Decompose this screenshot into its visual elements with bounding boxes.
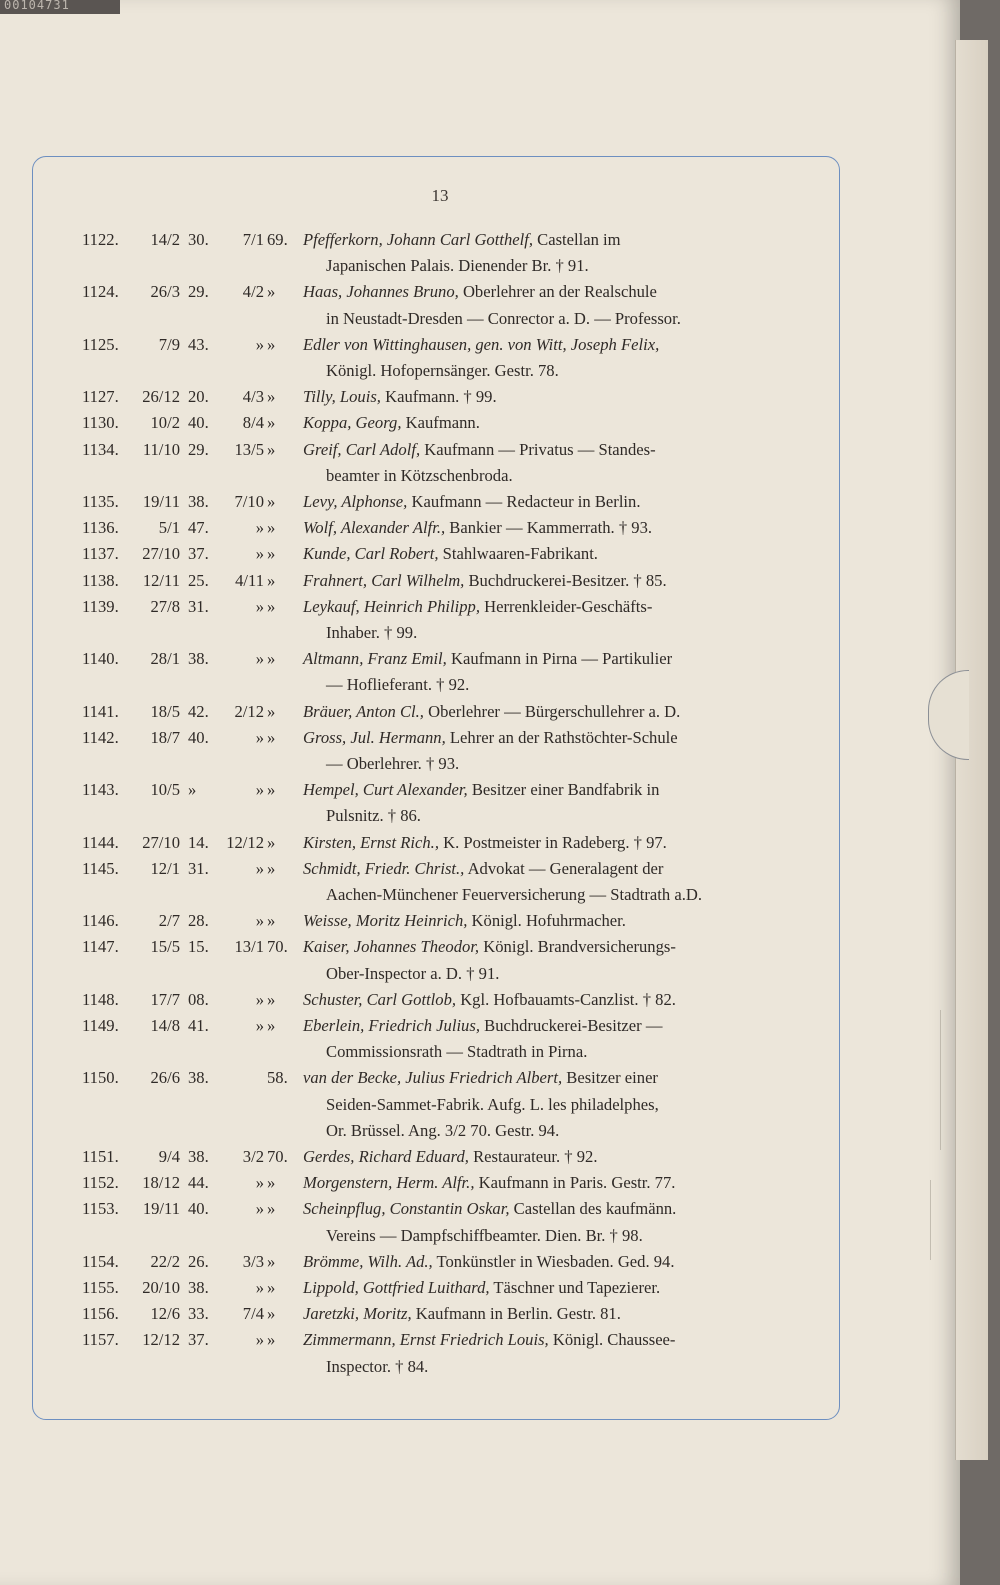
- entry-join-year: 70.: [267, 1147, 288, 1166]
- entry-birth-date: 12/11: [142, 570, 180, 590]
- entry-name: Kunde, Carl Robert,: [303, 544, 439, 564]
- entry-number: 1134.: [82, 439, 119, 459]
- entry-join-date: »: [255, 780, 264, 800]
- entry-text: [303, 227, 621, 253]
- entry-birth-date: 9/4: [158, 1147, 180, 1166]
- entry-continuation: — Hoflieferant. † 92.: [326, 675, 470, 695]
- entry-number: 1144.: [82, 832, 119, 852]
- entry-join-year: »: [267, 701, 276, 721]
- entry-join-date: 7/1: [242, 230, 264, 249]
- entry-text: [303, 1144, 598, 1170]
- entry-text: [303, 568, 667, 594]
- entry-number: 1124.: [82, 282, 119, 302]
- entry-number: 1146.: [82, 911, 119, 931]
- entry-birth-date: 26/3: [150, 282, 180, 302]
- entry-join-date: »: [255, 518, 264, 538]
- entry-birth-year: 37.: [188, 544, 209, 564]
- entry-description: Lehrer an der Rathstöchter-Schule: [449, 727, 678, 747]
- entry-name: Koppa, Georg,: [303, 413, 402, 433]
- entry-birth-date: 18/7: [150, 727, 180, 747]
- entry-birth-year: 38.: [188, 492, 209, 511]
- entry-description: Königl. Hofuhrmacher.: [471, 911, 626, 931]
- entry-text: [303, 699, 680, 725]
- entry-birth-year: »: [188, 780, 197, 800]
- entry-birth-date: 10/2: [150, 413, 180, 433]
- entry-join-date: 13/5: [234, 439, 264, 459]
- entry-birth-date: 28/1: [150, 649, 180, 669]
- entry-name: Eberlein, Friedrich Julius,: [303, 1016, 480, 1035]
- entry-birth-date: 26/6: [150, 1068, 180, 1088]
- entry-text: [303, 515, 652, 541]
- entry-continuation: Pulsnitz. † 86.: [326, 806, 421, 826]
- entry-join-date: »: [255, 1173, 264, 1193]
- entry-join-date: 7/4: [242, 1304, 264, 1324]
- entry-birth-date: 12/1: [150, 858, 180, 878]
- entry-birth-year: 30.: [188, 230, 209, 249]
- entry-join-date: 8/4: [242, 413, 264, 433]
- entry-text: [303, 437, 656, 463]
- entry-birth-year: 38.: [188, 1278, 209, 1297]
- entry-join-date: 3/2: [242, 1147, 264, 1166]
- entry-birth-year: 31.: [188, 596, 209, 616]
- entry-birth-year: 33.: [188, 1304, 209, 1324]
- entry-description: Bankier — Kammerrath. † 93.: [449, 518, 653, 538]
- entry-join-year: »: [267, 413, 276, 433]
- entry-join-year: »: [267, 1173, 276, 1193]
- entry-join-year: »: [267, 387, 276, 407]
- entry-join-year: »: [267, 1278, 276, 1297]
- entry-join-year: »: [267, 518, 276, 538]
- entry-name: Weisse, Moritz Heinrich,: [303, 911, 468, 931]
- entry-text: [303, 279, 657, 305]
- entry-description: Königl. Chaussee-: [552, 1330, 676, 1350]
- entry-birth-year: 42.: [188, 701, 209, 721]
- entry-continuation: — Oberlehrer. † 93.: [326, 754, 460, 773]
- entry-text: [303, 594, 652, 620]
- entry-number: 1143.: [82, 780, 119, 800]
- entry-birth-year: 40.: [188, 1199, 209, 1219]
- entry-join-date: »: [255, 544, 264, 564]
- entry-description: Kaufmann. † 99.: [385, 387, 497, 407]
- entry-birth-date: 17/7: [150, 989, 180, 1009]
- entry-name: Brömme, Wilh. Ad.,: [303, 1251, 433, 1271]
- entry-birth-year: 38.: [188, 649, 209, 669]
- entry-join-year: »: [267, 1199, 276, 1219]
- entry-birth-year: 38.: [188, 1147, 209, 1166]
- entry-text: [303, 1013, 662, 1039]
- entry-description: Advokat — Generalagent der: [467, 858, 664, 878]
- entry-join-date: »: [255, 1016, 264, 1035]
- entry-birth-year: 43.: [188, 334, 209, 354]
- entry-birth-year: 41.: [188, 1016, 209, 1035]
- margin-pencil-line: [940, 1010, 941, 1150]
- entry-continuation: Ober-Inspector a. D. † 91.: [326, 963, 500, 983]
- entry-birth-date: 2/7: [158, 911, 180, 931]
- entry-number: 1130.: [82, 413, 119, 433]
- entry-join-year: »: [267, 1304, 276, 1324]
- entry-description: Castellan im: [537, 230, 621, 249]
- scan-label: 00104731: [4, 0, 70, 12]
- entry-join-date: 13/1: [234, 937, 264, 957]
- entry-text: [303, 541, 598, 567]
- entry-join-date: 4/11: [235, 570, 264, 590]
- entry-birth-year: 37.: [188, 1330, 209, 1350]
- entry-join-year: »: [267, 1251, 276, 1271]
- entry-birth-date: 19/11: [142, 492, 180, 511]
- entry-join-date: 7/10: [234, 492, 264, 511]
- entry-join-year: »: [267, 989, 276, 1009]
- entry-name: Tilly, Louis,: [303, 387, 381, 407]
- entry-text: [303, 1196, 676, 1222]
- entry-number: 1137.: [82, 544, 119, 564]
- entry-join-year: »: [267, 1330, 276, 1350]
- entry-text: [303, 725, 678, 751]
- entry-birth-date: 18/12: [142, 1173, 180, 1193]
- entry-number: 1152.: [82, 1173, 119, 1193]
- entry-name: Schmidt, Friedr. Christ.,: [303, 858, 465, 878]
- entry-number: 1148.: [82, 989, 119, 1009]
- entry-join-year: »: [267, 570, 276, 590]
- entry-birth-date: 26/12: [142, 387, 180, 407]
- page-number: 13: [431, 186, 449, 205]
- entry-name: Leykauf, Heinrich Philipp,: [303, 596, 480, 616]
- entry-continuation: Königl. Hofopernsänger. Gestr. 78.: [326, 361, 559, 380]
- entry-name: Levy, Alphonse,: [303, 492, 408, 511]
- entry-text: [303, 410, 480, 436]
- entry-join-date: »: [255, 989, 264, 1009]
- entry-text: [303, 384, 497, 410]
- entry-birth-date: 19/11: [142, 1199, 180, 1219]
- entry-number: 1156.: [82, 1304, 119, 1324]
- entry-name: Gross, Jul. Hermann,: [303, 727, 446, 747]
- entry-continuation: Inspector. † 84.: [326, 1356, 429, 1376]
- entry-join-year: »: [267, 334, 276, 354]
- entry-number: 1151.: [82, 1147, 119, 1166]
- entry-continuation: Inhaber. † 99.: [326, 623, 418, 642]
- entry-birth-date: 12/12: [142, 1330, 180, 1350]
- entry-name: Haas, Johannes Bruno,: [303, 282, 459, 302]
- entry-birth-date: 11/10: [142, 439, 180, 459]
- entry-birth-year: 47.: [188, 518, 209, 538]
- entry-birth-year: 44.: [188, 1173, 209, 1193]
- entry-number: 1155.: [82, 1278, 119, 1297]
- entry-name: Kaiser, Johannes Theodor,: [303, 937, 480, 957]
- entry-join-year: »: [267, 911, 276, 931]
- entry-number: 1136.: [82, 518, 119, 538]
- entry-continuation: in Neustadt-Dresden — Conrector a. D. — Professor.: [326, 308, 681, 328]
- entry-text: [303, 934, 676, 960]
- entry-birth-date: 7/9: [158, 334, 180, 354]
- entry-description: Oberlehrer an der Realschule: [462, 282, 657, 302]
- entry-continuation: Vereins — Dampfschiffbeamter. Dien. Br. † 98.: [326, 1225, 643, 1245]
- entry-description: Besitzer einer Bandfabrik in: [471, 780, 660, 800]
- entry-description: Restaurateur. † 92.: [473, 1147, 598, 1166]
- entry-join-date: »: [255, 649, 264, 669]
- entry-join-year: »: [267, 282, 276, 302]
- entry-name: Jaretzki, Moritz,: [303, 1304, 412, 1324]
- entry-description: Buchdruckerei-Besitzer. † 85.: [468, 570, 667, 590]
- entry-birth-year: 14.: [188, 832, 209, 852]
- entry-description: Kaufmann in Pirna — Partikulier: [450, 649, 673, 669]
- entry-number: 1127.: [82, 387, 119, 407]
- entry-name: van der Becke, Julius Friedrich Albert,: [303, 1068, 563, 1088]
- entry-text: [303, 987, 676, 1013]
- entry-birth-date: 27/10: [142, 544, 180, 564]
- entry-join-date: »: [255, 911, 264, 931]
- entry-text: [303, 1275, 660, 1301]
- entry-birth-year: 40.: [188, 413, 209, 433]
- entry-join-year: 70.: [267, 937, 288, 957]
- entry-number: 1141.: [82, 701, 119, 721]
- entry-text: [303, 777, 659, 803]
- entry-birth-year: 26.: [188, 1251, 209, 1271]
- entry-text: [303, 830, 667, 856]
- entry-join-year: »: [267, 649, 276, 669]
- entry-birth-date: 27/10: [142, 832, 180, 852]
- entry-birth-year: 29.: [188, 282, 209, 302]
- entry-birth-date: 10/5: [150, 780, 180, 800]
- entry-join-date: »: [255, 727, 264, 747]
- entry-join-year: »: [267, 544, 276, 564]
- entry-number: 1140.: [82, 649, 119, 669]
- entry-name: Gerdes, Richard Eduard,: [303, 1147, 469, 1166]
- entry-description: Kaufmann.: [405, 413, 480, 433]
- entry-join-date: 2/12: [234, 701, 264, 721]
- entry-description: Castellan des kaufmänn.: [513, 1199, 677, 1219]
- entry-name: Edler von Wittinghausen, gen. von Witt, Joseph Felix,: [303, 334, 660, 354]
- entry-join-year: »: [267, 1016, 276, 1035]
- entry-number: 1147.: [82, 937, 119, 957]
- entry-number: 1150.: [82, 1068, 119, 1088]
- entry-text: [303, 489, 640, 515]
- entry-text: [303, 908, 626, 934]
- entry-number: 1153.: [82, 1199, 119, 1219]
- entry-continuation: Japanischen Palais. Dienender Br. † 91.: [326, 256, 589, 276]
- entry-name: Bräuer, Anton Cl.,: [303, 701, 424, 721]
- entry-birth-date: 27/8: [150, 596, 180, 616]
- entry-text: [303, 1249, 675, 1275]
- entry-number: 1125.: [82, 334, 119, 354]
- entry-number: 1138.: [82, 570, 119, 590]
- entry-name: Frahnert, Carl Wilhelm,: [303, 570, 465, 590]
- entry-description: Königl. Brandversicherungs-: [483, 937, 676, 957]
- entry-join-date: 4/3: [242, 387, 264, 407]
- entry-birth-date: 18/5: [150, 701, 180, 721]
- entry-join-year: »: [267, 596, 276, 616]
- entry-description: Täschner und Tapezierer.: [493, 1278, 661, 1297]
- entry-number: 1135.: [82, 492, 119, 511]
- entry-description: Stahlwaaren-Fabrikant.: [442, 544, 598, 564]
- entry-name: Greif, Carl Adolf,: [303, 439, 421, 459]
- entry-description: Kaufmann in Berlin. Gestr. 81.: [415, 1304, 621, 1324]
- entry-name: Hempel, Curt Alexander,: [303, 780, 468, 800]
- entry-name: Wolf, Alexander Alfr.,: [303, 518, 446, 538]
- entry-name: Morgenstern, Herm. Alfr.,: [303, 1173, 475, 1193]
- entry-birth-date: 20/10: [142, 1278, 180, 1297]
- entry-text: [303, 1065, 658, 1091]
- entry-birth-date: 14/8: [150, 1016, 180, 1035]
- entry-birth-date: 15/5: [150, 937, 180, 957]
- entry-birth-year: 20.: [188, 387, 209, 407]
- entry-continuation: Commissionsrath — Stadtrath in Pirna.: [326, 1042, 588, 1062]
- entry-birth-year: 31.: [188, 858, 209, 878]
- entry-number: 1157.: [82, 1330, 119, 1350]
- entry-birth-year: 40.: [188, 727, 209, 747]
- entry-join-year: »: [267, 780, 276, 800]
- entry-description: Oberlehrer — Bürgerschullehrer a. D.: [428, 701, 681, 721]
- entry-text: [303, 332, 659, 358]
- entry-continuation: Seiden-Sammet-Fabrik. Aufg. L. les philadelphes,: [326, 1094, 659, 1114]
- entry-continuation: Aachen-Münchener Feuerversicherung — Stadtrath a.D.: [326, 885, 702, 904]
- entry-birth-date: 14/2: [150, 230, 180, 249]
- entry-join-date: »: [255, 1199, 264, 1219]
- entry-text: [303, 646, 672, 672]
- entry-birth-date: 5/1: [158, 518, 180, 538]
- entry-join-date: »: [255, 858, 264, 878]
- entry-description: K. Postmeister in Radeberg. † 97.: [443, 832, 667, 852]
- entry-name: Scheinpflug, Constantin Oskar,: [303, 1199, 510, 1219]
- entry-join-year: 58.: [267, 1068, 288, 1088]
- entry-description: Kaufmann — Redacteur in Berlin.: [411, 492, 641, 511]
- entry-text: [303, 856, 663, 882]
- entry-continuation: beamter in Kötzschenbroda.: [326, 465, 513, 485]
- entry-join-date: 4/2: [242, 282, 264, 302]
- entry-text: [303, 1327, 675, 1353]
- entry-birth-year: 08.: [188, 989, 209, 1009]
- entry-name: Lippold, Gottfried Luithard,: [303, 1278, 490, 1297]
- entry-text: [303, 1170, 675, 1196]
- entry-name: Altmann, Franz Emil,: [303, 649, 447, 669]
- entry-join-year: »: [267, 439, 276, 459]
- entry-number: 1139.: [82, 596, 119, 616]
- entry-continuation: Or. Brüssel. Ang. 3/2 70. Gestr. 94.: [326, 1120, 560, 1140]
- entry-number: 1154.: [82, 1251, 119, 1271]
- entry-join-date: »: [255, 334, 264, 354]
- entry-name: Kirsten, Ernst Rich.,: [303, 832, 439, 852]
- entry-join-year: »: [267, 858, 276, 878]
- entry-description: Buchdruckerei-Besitzer —: [484, 1016, 663, 1035]
- entry-birth-date: 12/6: [150, 1304, 180, 1324]
- entry-join-date: »: [255, 1330, 264, 1350]
- entry-number: 1142.: [82, 727, 119, 747]
- entry-join-date: »: [255, 596, 264, 616]
- entry-number: 1122.: [82, 230, 119, 249]
- entry-description: Kaufmann in Paris. Gestr. 77.: [478, 1173, 676, 1193]
- entry-description: Tonkünstler in Wiesbaden. Ged. 94.: [436, 1251, 675, 1271]
- entry-description: Herrenkleider-Geschäfts-: [484, 596, 653, 616]
- entry-number: 1149.: [82, 1016, 119, 1035]
- entry-description: Besitzer einer: [566, 1068, 658, 1088]
- entry-join-year: 69.: [267, 230, 288, 249]
- entry-join-date: »: [255, 1278, 264, 1297]
- entry-join-date: 3/3: [242, 1251, 264, 1271]
- scan-strip: [0, 0, 120, 14]
- entry-birth-date: 22/2: [150, 1251, 180, 1271]
- margin-pencil-line: [930, 1180, 931, 1260]
- entry-join-year: »: [267, 492, 276, 511]
- entry-text: [303, 1301, 621, 1327]
- entry-join-year: »: [267, 727, 276, 747]
- entry-birth-year: 38.: [188, 1068, 209, 1088]
- entry-join-year: »: [267, 832, 276, 852]
- entry-name: Pfefferkorn, Johann Carl Gotthelf,: [303, 230, 533, 249]
- entry-name: Schuster, Carl Gottlob,: [303, 989, 457, 1009]
- entry-description: Kgl. Hofbauamts-Canzlist. † 82.: [460, 989, 676, 1009]
- entry-birth-year: 29.: [188, 439, 209, 459]
- entry-birth-year: 15.: [188, 937, 209, 957]
- entry-birth-year: 25.: [188, 570, 209, 590]
- entry-name: Zimmermann, Ernst Friedrich Louis,: [303, 1330, 549, 1350]
- entry-birth-year: 28.: [188, 911, 209, 931]
- entry-join-date: 12/12: [226, 832, 264, 852]
- entry-description: Kaufmann — Privatus — Standes-: [424, 439, 656, 459]
- entry-number: 1145.: [82, 858, 119, 878]
